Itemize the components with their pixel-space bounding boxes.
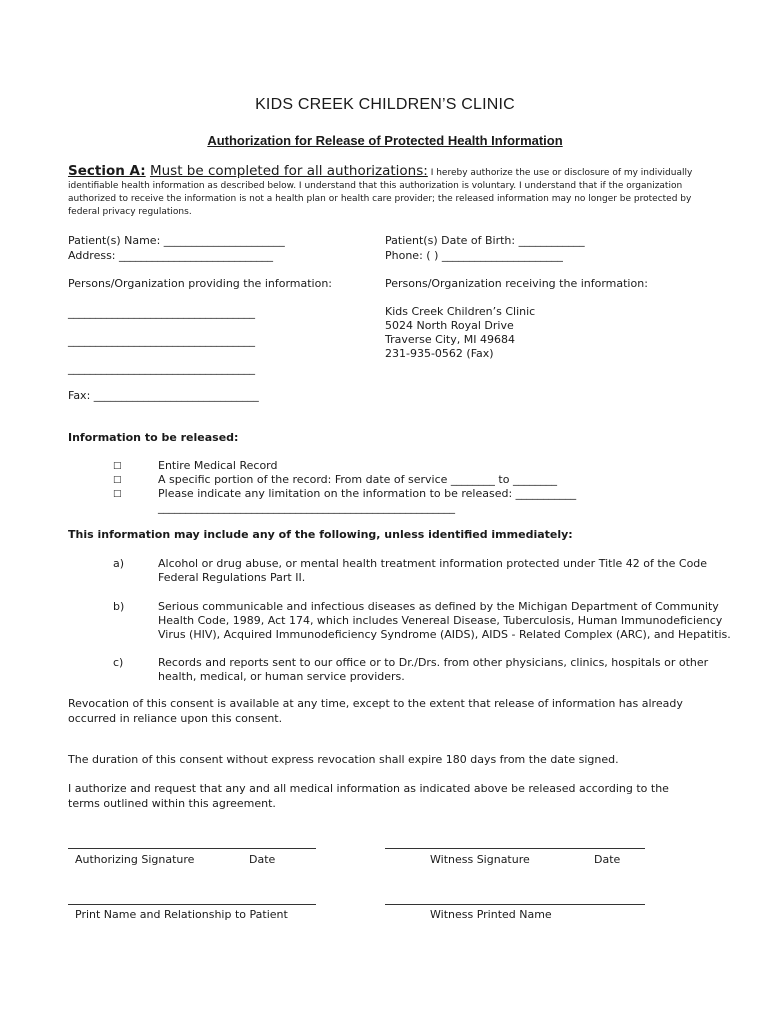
patient-dob-field[interactable]: Patient(s) Date of Birth: ____________ [385, 234, 585, 247]
item-b-line-2: Health Code, 1989, Act 174, which includes Venereal Disease, Tuberculosis, Human Immunodeficiency [158, 614, 723, 627]
authorizing-date-label: Date [249, 853, 276, 866]
witness-signature-line[interactable] [385, 848, 645, 849]
item-c-line-1: Records and reports sent to our office or to Dr./Drs. from other physicians, clinics, hospitals or other [158, 656, 709, 669]
providing-blank-2[interactable]: __________________________________ [68, 334, 255, 347]
option-limitation: Please indicate any limitation on the information to be released: ___________ [158, 487, 577, 500]
patient-address-field[interactable]: Address: ____________________________ [68, 249, 274, 262]
authorize-statement: I authorize and request that any and all medical information as indicated above be released according to the terms outlined within this agreement. [68, 782, 669, 810]
providing-blank-1[interactable]: __________________________________ [68, 306, 255, 319]
witness-printed-name-label: Witness Printed Name [430, 908, 552, 921]
option-entire-record: Entire Medical Record [158, 459, 278, 472]
patient-name-field[interactable]: Patient(s) Name: ______________________ [68, 234, 285, 247]
providing-label: Persons/Organization providing the information: [68, 277, 333, 290]
providing-fax-field[interactable]: Fax: ______________________________ [68, 389, 259, 402]
print-name-label: Print Name and Relationship to Patient [75, 908, 288, 921]
section-a-text: I hereby authorize the use or disclosure of my individually identifiable health information as described below. I understand that this authorization is voluntary. I understand that if the organization authorized to receive the information is not a health plan or health care provider; the released information may no longer be protected by federal privacy regulations. [68, 168, 693, 217]
authorizing-signature-line[interactable] [68, 848, 316, 849]
form-title: Authorization for Release of Protected Health Information [207, 133, 563, 148]
release-heading: Information to be released: [68, 431, 239, 444]
limitation-extra-line[interactable]: ______________________________________________________ [158, 501, 455, 514]
revocation-statement: Revocation of this consent is available at any time, except to the extent that release of information has already occurred in reliance upon this consent. [68, 697, 683, 725]
patient-phone-field[interactable]: Phone: ( ) ______________________ [385, 249, 563, 262]
receiving-label: Persons/Organization receiving the information: [385, 277, 648, 290]
duration-statement: The duration of this consent without express revocation shall expire 180 days from the date signed. [68, 753, 619, 766]
section-a-heading: Must be completed for all authorizations: [149, 163, 428, 179]
item-c-line-2: health, medical, or human service providers. [158, 670, 405, 683]
witness-printed-name-line[interactable] [385, 904, 645, 905]
checkbox-limitation[interactable]: □ [113, 489, 122, 499]
checkbox-specific-portion[interactable]: □ [113, 475, 122, 485]
item-a-marker: a) [113, 557, 125, 570]
receiving-street: 5024 North Royal Drive [385, 319, 514, 332]
option-specific-portion: A specific portion of the record: From date of service ________ to ________ [158, 473, 557, 486]
includes-heading: This information may include any of the following, unless identified immediately: [68, 528, 573, 541]
item-a-line-1: Alcohol or drug abuse, or mental health treatment information protected under Title 42 of the Code [158, 557, 708, 570]
section-a-label: Section A: [68, 163, 146, 179]
item-b-line-1: Serious communicable and infectious diseases as defined by the Michigan Department of Community [158, 600, 719, 613]
item-a-line-2: Federal Regulations Part II. [158, 571, 306, 584]
authorizing-signature-label: Authorizing Signature [75, 853, 195, 866]
print-name-line[interactable] [68, 904, 316, 905]
receiving-city: Traverse City, MI 49684 [385, 333, 515, 346]
item-b-marker: b) [113, 600, 125, 613]
item-c-marker: c) [113, 656, 124, 669]
clinic-name: KIDS CREEK CHILDREN’S CLINIC [255, 96, 515, 113]
item-b-line-3: Virus (HIV), Acquired Immunodeficiency Syndrome (AIDS), AIDS - Related Complex (ARC), and Hepatitis. [158, 628, 731, 641]
receiving-phone: 231-935-0562 (Fax) [385, 347, 494, 360]
checkbox-entire-record[interactable]: □ [113, 461, 122, 471]
providing-blank-3[interactable]: __________________________________ [68, 362, 255, 375]
receiving-name: Kids Creek Children’s Clinic [385, 305, 536, 318]
witness-signature-label: Witness Signature [430, 853, 530, 866]
section-a [68, 165, 708, 219]
witness-date-label: Date [594, 853, 621, 866]
